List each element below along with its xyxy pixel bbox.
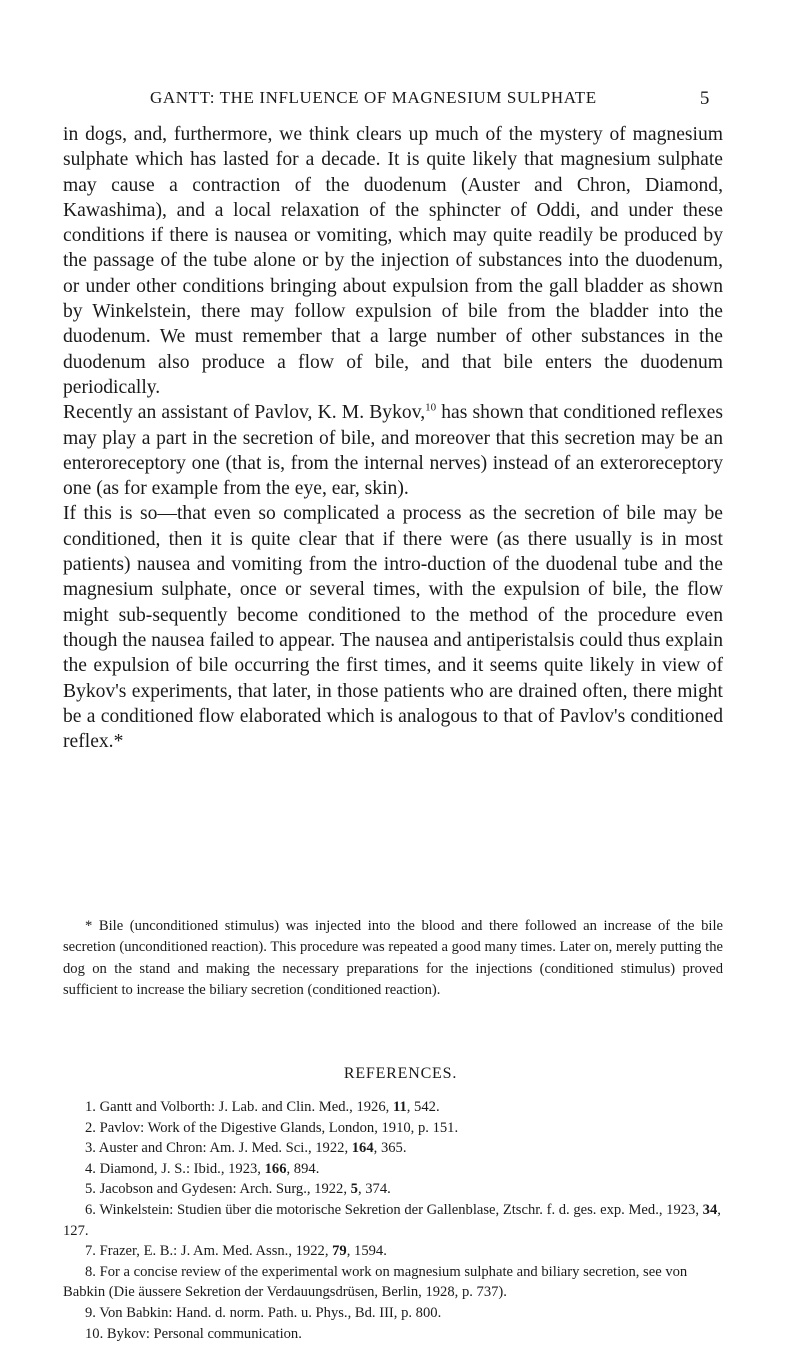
reference-volume: 11 bbox=[392, 1099, 407, 1115]
footnote-text: * Bile (unconditioned stimulus) was injected into the blood and there followed an increase of the bile secretion (unconditioned reaction). This procedure was repeated a good many times. Later on, merely putting the dog on the stand and making the necessary preparations for the injections (conditioned stimulus) proved sufficient to increase the biliary secretion (conditioned reaction). bbox=[63, 918, 723, 998]
reference-number: 3. bbox=[85, 1140, 96, 1157]
reference-number: 6. bbox=[85, 1201, 96, 1218]
reference-text: Auster and Chron: Am. J. Med. Sci., 1922, bbox=[98, 1140, 352, 1157]
reference-item bbox=[63, 1303, 723, 1324]
reference-text: Frazer, E. B.: J. Am. Med. Assn., 1922, bbox=[99, 1243, 333, 1260]
body-text bbox=[63, 122, 723, 754]
reference-item bbox=[63, 1097, 723, 1118]
reference-text: Diamond, J. S.: Ibid., 1923, bbox=[99, 1160, 265, 1177]
paragraph-2-post: has shown that conditioned reflexes may play a part in the secretion of bile, and moreover that this secretion may be an enteroreceptory one (that is, from the internal nerves) instead of an exteroreceptory one (as for example from the eye, ear, skin). bbox=[63, 402, 723, 500]
reference-item bbox=[63, 1262, 723, 1303]
reference-item bbox=[63, 1159, 723, 1180]
reference-pages: , 894. bbox=[286, 1160, 320, 1177]
reference-text: Winkelstein: Studien über die motorische Sekretion der Gallenblase, Ztschr. f. d. ges. exp. Med., 1923, bbox=[99, 1201, 703, 1218]
reference-text: Bykov: Personal communication. bbox=[106, 1325, 302, 1342]
citation-superscript: 10 bbox=[425, 401, 437, 414]
reference-volume: 34 bbox=[702, 1201, 718, 1218]
reference-text: Jacobson and Gydesen: Arch. Surg., 1922, bbox=[99, 1181, 351, 1198]
reference-item bbox=[63, 1179, 723, 1200]
reference-text: For a concise review of the experimental work on magnesium sulphate and biliary secretion, see von Babkin (Die äussere Sekretion der Verdauungsdrüsen, Berlin, 1928, p. 737). bbox=[63, 1263, 688, 1301]
reference-text: Gantt and Volborth: J. Lab. and Clin. Med., 1926, bbox=[99, 1099, 393, 1115]
reference-item bbox=[63, 1324, 723, 1345]
reference-number: 10. bbox=[85, 1325, 104, 1342]
reference-item bbox=[63, 1241, 723, 1262]
references-heading: REFERENCES. bbox=[343, 1065, 458, 1082]
reference-item bbox=[63, 1138, 723, 1159]
reference-number: 5. bbox=[85, 1181, 96, 1198]
reference-pages: , 127. bbox=[63, 1201, 721, 1239]
running-title: GANTT: THE INFLUENCE OF MAGNESIUM SULPHATE bbox=[150, 88, 597, 107]
reference-pages: , 1594. bbox=[346, 1243, 387, 1260]
paragraph-2 bbox=[63, 400, 723, 501]
reference-number: 9. bbox=[85, 1304, 96, 1321]
paragraph-3: If this is so—that even so complicated a process as the secretion of bile may be conditioned, then it is quite clear that if there were (as there usually is in most patients) nausea and vomiting from the intro-duction of the duodenal tube and the magnesium sulphate, once or several times, with the expulsion of bile, the flow might sub-sequently become conditioned to the method of the procedure even though the nausea failed to appear. The nausea and antiperistalsis could thus explain the expulsion of bile occurring the first times, and it seems quite likely in view of Bykov's experiments, that later, in those patients who are drained often, there might be a conditioned flow elaborated which is analogous to that of Pavlov's conditioned reflex.* bbox=[63, 503, 723, 753]
reference-volume: 5 bbox=[350, 1181, 358, 1198]
reference-number: 1. bbox=[85, 1099, 96, 1115]
reference-pages: , 365. bbox=[373, 1140, 407, 1157]
reference-pages: , 542. bbox=[406, 1099, 440, 1115]
reference-item bbox=[63, 1118, 723, 1139]
reference-number: 7. bbox=[85, 1243, 96, 1260]
references-list bbox=[63, 1097, 723, 1344]
reference-number: 8. bbox=[85, 1263, 96, 1280]
reference-number: 2. bbox=[85, 1119, 96, 1136]
reference-text: Von Babkin: Hand. d. norm. Path. u. Phys., Bd. III, p. 800. bbox=[99, 1304, 442, 1321]
reference-text: Pavlov: Work of the Digestive Glands, London, 1910, p. 151. bbox=[99, 1119, 459, 1136]
paragraph-1: in dogs, and, furthermore, we think clears up much of the mystery of magnesium sulphate which has lasted for a decade. It is quite likely that magnesium sulphate may cause a contraction of the duodenum (Auster and Chron, Diamond, Kawashima), and a local relaxation of the sphincter of Oddi, and under these conditions if there is nausea or vomiting, which may quite readily be produced by the passage of the tube alone or by the injection of substances into the duodenum, or under other conditions bringing about expulsion from the gall bladder as shown by Winkelstein, there may follow expulsion of bile from the bladder into the duodenum. We must remember that a large number of other substances in the duodenum also produce a flow of bile, and that bile enters the duodenum periodically. bbox=[63, 124, 723, 398]
reference-item bbox=[63, 1200, 723, 1241]
reference-volume: 164 bbox=[351, 1140, 374, 1157]
page-number: 5 bbox=[699, 88, 710, 109]
footnote bbox=[63, 916, 723, 1001]
reference-volume: 79 bbox=[332, 1243, 347, 1260]
reference-number: 4. bbox=[85, 1160, 96, 1177]
reference-pages: , 374. bbox=[357, 1181, 391, 1198]
reference-volume: 166 bbox=[264, 1160, 287, 1177]
running-header bbox=[150, 88, 710, 108]
paragraph-2-pre: Recently an assistant of Pavlov, K. M. Bykov, bbox=[63, 402, 426, 424]
